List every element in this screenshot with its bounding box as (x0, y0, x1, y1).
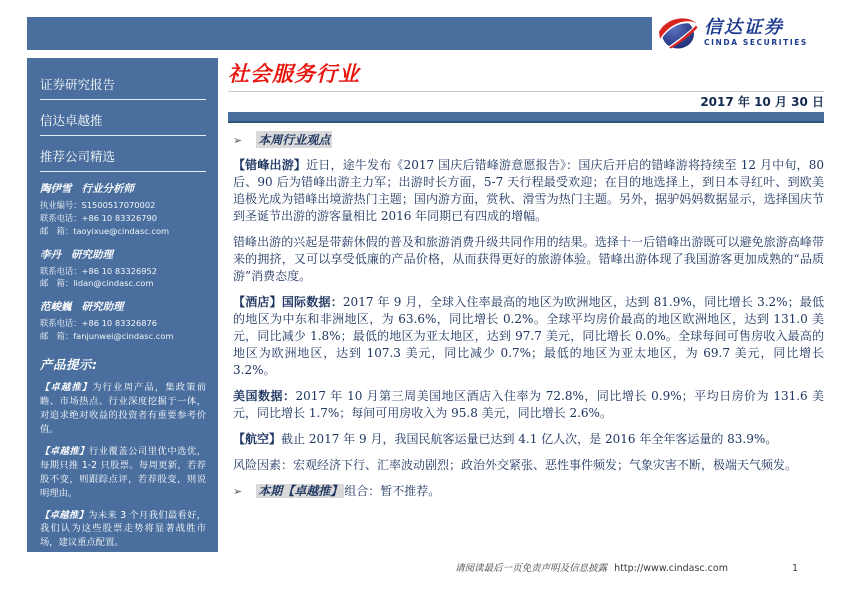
title-divider (228, 91, 824, 92)
tip-text: 行业覆盖公司里优中选优，每期只推 1-2 只股票。每周更新，若荐股不变，则跟踪点评，若荐股变，则说明理由。 (40, 445, 206, 499)
paragraph-lead: 【航空】 (233, 432, 282, 446)
company-name-en: CINDA SECURITIES CO.,LTD (40, 570, 167, 581)
product-tip (40, 509, 206, 551)
section-heading-label: 本周行业观点 (258, 133, 331, 147)
paragraph-text: 风险因素：宏观经济下行、汇率波动剧烈；政治外交紧张、恶性事件频发；气象灾害不断，极端天气频发。 (233, 458, 798, 472)
report-body (228, 58, 824, 499)
analyst-block (40, 299, 206, 343)
field-label: 邮 箱： (40, 225, 74, 236)
paragraph-lead: 【酒店】国际数据： (233, 295, 343, 309)
company-info (40, 558, 206, 609)
paragraph-text: 截止 2017 年 9 月，我国民航客运量已达到 4.1 亿人次，是 2016 年全年客运量的 83.9%。 (281, 432, 778, 446)
analyst-phone-line (40, 317, 206, 330)
field-label: 联系电话： (40, 212, 82, 223)
analyst-name (40, 181, 206, 196)
paragraph-hotel-international (233, 294, 824, 379)
paragraph-aviation (233, 431, 824, 448)
paragraph-lead: 【错峰出游】 (233, 158, 307, 172)
cinda-globe-icon (658, 13, 698, 53)
analyst-name (40, 247, 206, 262)
arrow-bullet-icon: ➢ (233, 485, 243, 498)
sidebar-item-cinda-excellent-pick (40, 100, 206, 136)
paragraph-staggered-travel (233, 157, 824, 225)
phone-number: +86 10 83326790 (81, 212, 158, 223)
sidebar-item-research-report (40, 64, 206, 100)
field-label: 邮 箱： (40, 331, 74, 342)
section-heading (233, 131, 824, 148)
sidebar-item-label: 推荐公司精选 (40, 149, 116, 164)
closing-rest: 组合：暂不推荐。 (344, 484, 441, 498)
brand-name-cn: 信达证券 (704, 17, 784, 39)
tip-text: 为行业周产品，集政策前瞻、市场热点、行业深度挖掘于一体，对追求绝对收益的投资者有重要参考价值。 (40, 382, 206, 435)
paragraph-text: 错峰出游的兴起是带薪休假的普及和旅游消费升级共同作用的结果。选择十一后错峰出游既可以避免旅游高峰带来的拥挤，又可以享受低廉的产品价格，从而获得更好的旅游体验。错峰出游体现了我国游客更加成熟的“品质游”消费态度。 (233, 235, 824, 283)
analyst-block (40, 181, 206, 238)
company-zip: 邮编: 100031 (40, 599, 97, 609)
analyst-title: 研究助理 (81, 301, 124, 314)
analyst-email-line (40, 277, 206, 290)
tip-lead: 【卓越推】 (40, 382, 93, 394)
product-tip (40, 445, 206, 501)
analyst-name-text: 李丹 (40, 248, 61, 261)
analyst-email-line (40, 330, 206, 343)
closing-recommendation (233, 482, 824, 499)
header-band (27, 17, 652, 50)
company-address: 北京市西城区闹市口大街 9 号院 1 号楼 (40, 582, 181, 592)
field-label: 邮 箱： (40, 278, 74, 289)
product-tips-title: 产品提示: (40, 357, 98, 373)
sidebar-item-recommended-companies (40, 136, 206, 172)
sidebar-item-label: 证券研究报告 (40, 77, 116, 92)
sidebar-item-label: 信达卓越推 (40, 113, 103, 128)
paragraph-lead: 美国数据： (233, 389, 296, 403)
analyst-name-text: 陶伊雪 (40, 183, 72, 195)
brand-text (704, 19, 808, 47)
page-number: 1 (791, 563, 798, 574)
closing-lead: 本期【卓越推】 (258, 484, 343, 498)
field-label: 执业编号： (40, 200, 82, 210)
analyst-title: 行业分析师 (81, 183, 134, 195)
footer-url-link[interactable]: http://www.cindasc.com (614, 563, 728, 574)
paragraph-us-data (233, 388, 824, 422)
analyst-license-line (40, 199, 206, 212)
phone-number: +86 10 83326876 (81, 318, 158, 329)
email-address: fanjunwei@cindasc.com (73, 331, 174, 342)
brand-name-en: CINDA SECURITIES (704, 38, 808, 48)
closing-text (256, 482, 440, 499)
company-name-cn: 信达证券股份有限公司 (40, 559, 118, 569)
analyst-email-line (40, 225, 206, 238)
report-date: 2017 年 10 月 30 日 (700, 95, 824, 109)
product-tip (40, 381, 206, 437)
paragraph-text: 2017 年 9 月，全球入住率最高的地区为欧洲地区，达到 81.9%，同比增长 3.2%；最低的地区为中东和非洲地区，为 63.6%，同比增长 0.2%。全球平均房价最高的地区欧洲地区，达到 131.0 美元，同比减少 1.8%；最低的地区为亚太地区，达到 97.7 美元，同比增长 0.0%。全球每间可售房收入最高的地区为欧洲地区，达到 107.3 美元，同比减少 0.7%；最低的地区为亚太地区，为 69.7 美元，同比增长 3.2%。 (233, 295, 824, 377)
arrow-bullet-icon: ➢ (233, 134, 243, 147)
paragraph-group (233, 157, 824, 474)
paragraph-text: 近日，途牛发布《2017 国庆后错峰游意愿报告》：国庆后开启的错峰游将持续至 12 月中旬，80 后、90 后为错峰出游主力军；出游时长方面，5-7 天行程最受欢迎；在目的地选择上，到日本寻红叶、到欧美追极光成为错峰出境游热门主题；国内游方面，赏秋、滑雪为热门主题。另外，据驴妈妈数据显示，选择国庆节到圣诞节出游的游客量相比 2016 年同期已有四成的增幅。 (233, 158, 824, 223)
analyst-name-text: 范峻巍 (40, 301, 72, 314)
footer-disclaimer: 请阅读最后一页免责声明及信息披露 (455, 563, 608, 574)
license-number: S1500517070002 (81, 200, 156, 210)
email-address: taoyixue@cindasc.com (73, 225, 170, 236)
paragraph-risk-factors (233, 457, 824, 474)
page-footer (228, 560, 824, 574)
phone-number: +86 10 83326952 (81, 265, 158, 276)
field-label: 联系电话： (40, 265, 82, 276)
field-label: 联系电话： (40, 318, 82, 329)
section-divider-bar (228, 112, 824, 123)
cinda-logo (658, 9, 836, 57)
analyst-name (40, 299, 206, 314)
tip-lead: 【卓越推】 (40, 509, 89, 521)
analyst-block (40, 247, 206, 291)
paragraph-text: 2017 年 10 月第三周美国地区酒店入住率为 72.8%，同比增长 0.9%；平均日房价为 131.6 美元，同比增长 1.7%；每间可用房收入为 95.8 美元，同比增长 2.6%。 (233, 389, 824, 420)
sidebar (27, 58, 218, 609)
tip-lead: 【卓越推】 (40, 445, 89, 457)
tip-text: 为未来 3 个月我们最看好，我们认为这些股票走势将显著战胜市场，建议重点配置。 (40, 509, 207, 549)
analyst-phone-line (40, 212, 206, 225)
page-title: 社会服务行业 (228, 61, 360, 86)
email-address: lidan@cindasc.com (73, 278, 154, 289)
analyst-phone-line (40, 265, 206, 278)
analyst-title: 研究助理 (71, 248, 113, 261)
paragraph-travel-analysis (233, 234, 824, 285)
